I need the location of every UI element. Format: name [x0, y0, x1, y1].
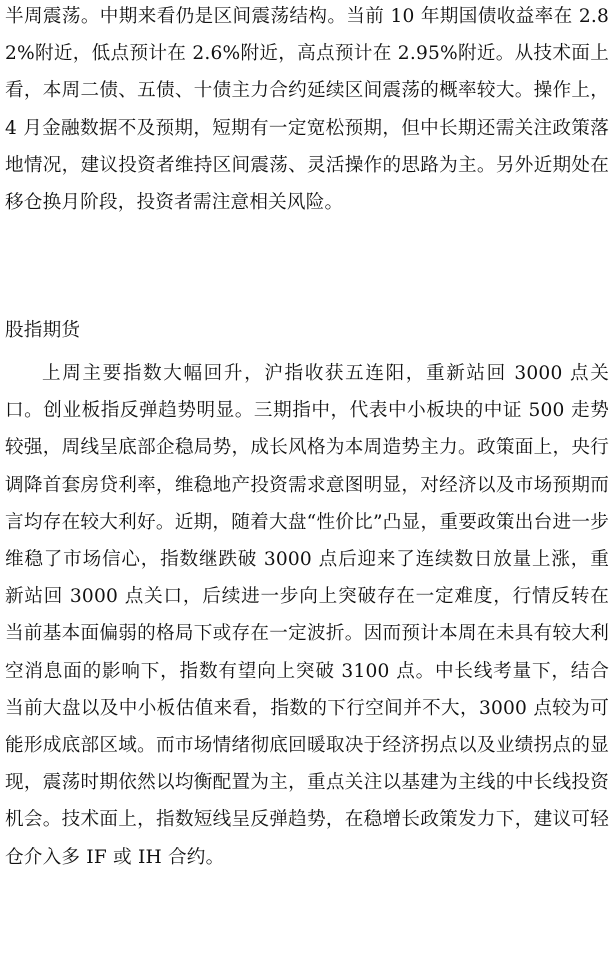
- stock-index-futures-paragraph: 上周主要指数大幅回升，沪指收获五连阳，重新站回 3000 点关口。创业板指反弹趋势明显。三期指中，代表中小板块的中证 500 走势较强，周线呈底部企稳局势，成长风格为本周造势主力。政策面上，央行调降首套房贷利率，维稳地产投资需求意图明显，对经济以及市场预期而言均存在较大利好。近期，随着大盘“性价比”凸显，重要政策出台进一步维稳了市场信心，指数继跌破 3000 点后迎来了连续数日放量上涨，重新站回 3000 点关口，后续进一步向上突破存在一定难度，行情反转在当前基本面偏弱的格局下或存在一定波折。因而预计本周在未具有较大利空消息面的影响下，指数有望向上突破 3100 点。中长线考量下，结合当前大盘以及中小板估值来看，指数的下行空间并不大，3000 点较为可能形成底部区域。而市场情绪彻底回暖取决于经济拐点以及业绩拐点的显现，震荡时期依然以均衡配置为主，重点关注以基建为主线的中长线投资机会。技术面上，指数短线呈反弹趋势，在稳增长政策发力下，建议可轻仓介入多 IF 或 IH 合约。: [5, 363, 610, 868]
- bond-futures-paragraph: 半周震荡。中期来看仍是区间震荡结构。当前 10 年期国债收益率在 2.82%附近，低点预计在 2.6%附近，高点预计在 2.95%附近。从技术面上看，本周二债、五债、十债主力合约延续区间震荡的概率较大。操作上，4 月金融数据不及预期，短期有一定宽松预期，但中长期还需关注政策落地情况，建议投资者维持区间震荡、灵活操作的思路为主。另外近期处在移仓换月阶段，投资者需注意相关风险。: [5, 6, 609, 214]
- section-heading: 股指期货: [5, 320, 81, 341]
